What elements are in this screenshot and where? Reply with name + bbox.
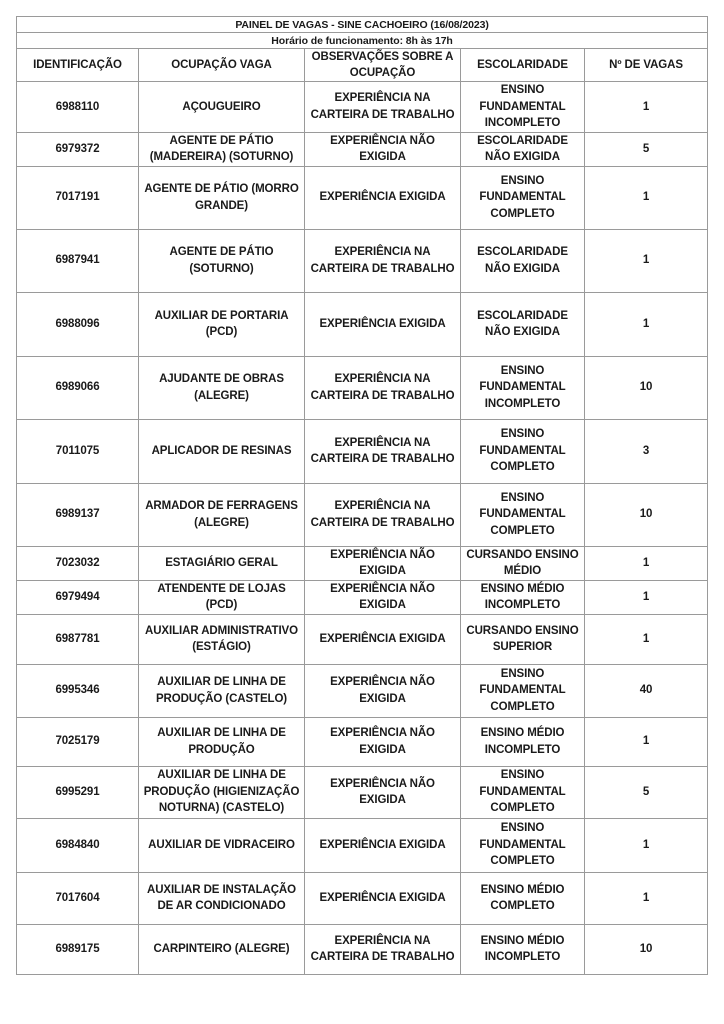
table-row [17,546,708,580]
cell-ocupacao: ESTAGIÁRIO GERAL [139,546,305,580]
cell-escolaridade: ENSINO MÉDIO INCOMPLETO [461,717,585,766]
cell-vagas: 1 [585,292,708,356]
cell-identificacao: 6988096 [17,292,139,356]
cell-vagas: 1 [585,614,708,664]
cell-vagas: 1 [585,818,708,872]
cell-escolaridade: ESCOLARIDADE NÃO EXIGIDA [461,292,585,356]
opening-hours: Horário de funcionamento: 8h às 17h [17,33,708,49]
cell-vagas: 10 [585,356,708,419]
cell-identificacao: 6995291 [17,766,139,818]
cell-ocupacao: AUXILIAR DE LINHA DE PRODUÇÃO (CASTELO) [139,664,305,717]
table-row [17,229,708,292]
cell-escolaridade: ESCOLARIDADE NÃO EXIGIDA [461,132,585,166]
cell-identificacao: 7023032 [17,546,139,580]
table-row [17,82,708,133]
subtitle-row [17,33,708,49]
cell-vagas: 10 [585,924,708,974]
table-row [17,717,708,766]
cell-escolaridade: ENSINO FUNDAMENTAL COMPLETO [461,483,585,546]
table-row [17,872,708,924]
table-row [17,483,708,546]
cell-vagas: 1 [585,82,708,133]
column-header-escolaridade: ESCOLARIDADE [461,49,585,82]
cell-identificacao: 6988110 [17,82,139,133]
table-row [17,614,708,664]
cell-ocupacao: APLICADOR DE RESINAS [139,419,305,483]
cell-identificacao: 6979494 [17,580,139,614]
table-row [17,766,708,818]
cell-escolaridade: ENSINO FUNDAMENTAL COMPLETO [461,818,585,872]
cell-identificacao: 6989175 [17,924,139,974]
cell-escolaridade: CURSANDO ENSINO SUPERIOR [461,614,585,664]
cell-ocupacao: AÇOUGUEIRO [139,82,305,133]
table-row [17,419,708,483]
cell-escolaridade: CURSANDO ENSINO MÉDIO [461,546,585,580]
cell-vagas: 1 [585,717,708,766]
cell-identificacao: 6987781 [17,614,139,664]
cell-escolaridade: ENSINO FUNDAMENTAL INCOMPLETO [461,82,585,133]
cell-escolaridade: ESCOLARIDADE NÃO EXIGIDA [461,229,585,292]
cell-ocupacao: AUXILIAR DE VIDRACEIRO [139,818,305,872]
cell-vagas: 1 [585,546,708,580]
cell-vagas: 1 [585,229,708,292]
cell-observacoes: EXPERIÊNCIA NA CARTEIRA DE TRABALHO [305,924,461,974]
cell-vagas: 40 [585,664,708,717]
cell-ocupacao: AUXILIAR DE PORTARIA (PCD) [139,292,305,356]
cell-escolaridade: ENSINO FUNDAMENTAL COMPLETO [461,166,585,229]
table-row [17,292,708,356]
cell-identificacao: 6979372 [17,132,139,166]
column-header-observacoes: OBSERVAÇÕES SOBRE A OCUPAÇÃO [305,49,461,82]
column-header-vagas: Nº DE VAGAS [585,49,708,82]
cell-ocupacao: AGENTE DE PÁTIO (MORRO GRANDE) [139,166,305,229]
cell-identificacao: 7017604 [17,872,139,924]
column-header-ocupacao: OCUPAÇÃO VAGA [139,49,305,82]
cell-vagas: 10 [585,483,708,546]
table-row [17,924,708,974]
cell-observacoes: EXPERIÊNCIA EXIGIDA [305,292,461,356]
cell-ocupacao: AJUDANTE DE OBRAS (ALEGRE) [139,356,305,419]
cell-observacoes: EXPERIÊNCIA NÃO EXIGIDA [305,580,461,614]
cell-observacoes: EXPERIÊNCIA NÃO EXIGIDA [305,717,461,766]
table-row [17,580,708,614]
cell-vagas: 3 [585,419,708,483]
cell-observacoes: EXPERIÊNCIA NÃO EXIGIDA [305,546,461,580]
table-title: PAINEL DE VAGAS - SINE CACHOEIRO (16/08/2023) [17,17,708,33]
cell-identificacao: 6989066 [17,356,139,419]
cell-escolaridade: ENSINO FUNDAMENTAL INCOMPLETO [461,356,585,419]
cell-escolaridade: ENSINO MÉDIO COMPLETO [461,872,585,924]
cell-escolaridade: ENSINO FUNDAMENTAL COMPLETO [461,419,585,483]
cell-observacoes: EXPERIÊNCIA NÃO EXIGIDA [305,766,461,818]
cell-observacoes: EXPERIÊNCIA NÃO EXIGIDA [305,664,461,717]
cell-observacoes: EXPERIÊNCIA EXIGIDA [305,614,461,664]
cell-observacoes: EXPERIÊNCIA EXIGIDA [305,166,461,229]
cell-vagas: 5 [585,766,708,818]
table-row [17,166,708,229]
header-row [17,49,708,82]
table-row [17,664,708,717]
cell-ocupacao: AUXILIAR ADMINISTRATIVO (ESTÁGIO) [139,614,305,664]
cell-observacoes: EXPERIÊNCIA NA CARTEIRA DE TRABALHO [305,229,461,292]
cell-observacoes: EXPERIÊNCIA NA CARTEIRA DE TRABALHO [305,419,461,483]
cell-escolaridade: ENSINO FUNDAMENTAL COMPLETO [461,766,585,818]
cell-ocupacao: AGENTE DE PÁTIO (SOTURNO) [139,229,305,292]
cell-escolaridade: ENSINO FUNDAMENTAL COMPLETO [461,664,585,717]
cell-identificacao: 6987941 [17,229,139,292]
cell-ocupacao: AUXILIAR DE LINHA DE PRODUÇÃO (HIGIENIZAÇÃO NOTURNA) (CASTELO) [139,766,305,818]
cell-identificacao: 6989137 [17,483,139,546]
cell-observacoes: EXPERIÊNCIA NA CARTEIRA DE TRABALHO [305,82,461,133]
cell-ocupacao: AUXILIAR DE LINHA DE PRODUÇÃO [139,717,305,766]
cell-ocupacao: CARPINTEIRO (ALEGRE) [139,924,305,974]
cell-identificacao: 6984840 [17,818,139,872]
cell-observacoes: EXPERIÊNCIA EXIGIDA [305,818,461,872]
cell-identificacao: 7017191 [17,166,139,229]
cell-observacoes: EXPERIÊNCIA EXIGIDA [305,872,461,924]
cell-ocupacao: AGENTE DE PÁTIO (MADEREIRA) (SOTURNO) [139,132,305,166]
column-header-identificacao: IDENTIFICAÇÃO [17,49,139,82]
cell-identificacao: 6995346 [17,664,139,717]
cell-identificacao: 7011075 [17,419,139,483]
cell-vagas: 1 [585,166,708,229]
cell-ocupacao: ARMADOR DE FERRAGENS (ALEGRE) [139,483,305,546]
cell-vagas: 5 [585,132,708,166]
cell-observacoes: EXPERIÊNCIA NA CARTEIRA DE TRABALHO [305,483,461,546]
cell-ocupacao: ATENDENTE DE LOJAS (PCD) [139,580,305,614]
table-row [17,818,708,872]
cell-ocupacao: AUXILIAR DE INSTALAÇÃO DE AR CONDICIONADO [139,872,305,924]
cell-escolaridade: ENSINO MÉDIO INCOMPLETO [461,924,585,974]
cell-observacoes: EXPERIÊNCIA NÃO EXIGIDA [305,132,461,166]
cell-escolaridade: ENSINO MÉDIO INCOMPLETO [461,580,585,614]
cell-observacoes: EXPERIÊNCIA NA CARTEIRA DE TRABALHO [305,356,461,419]
cell-vagas: 1 [585,872,708,924]
table-row [17,132,708,166]
cell-identificacao: 7025179 [17,717,139,766]
table-row [17,356,708,419]
title-row [17,17,708,33]
vacancy-table [16,16,708,975]
cell-vagas: 1 [585,580,708,614]
